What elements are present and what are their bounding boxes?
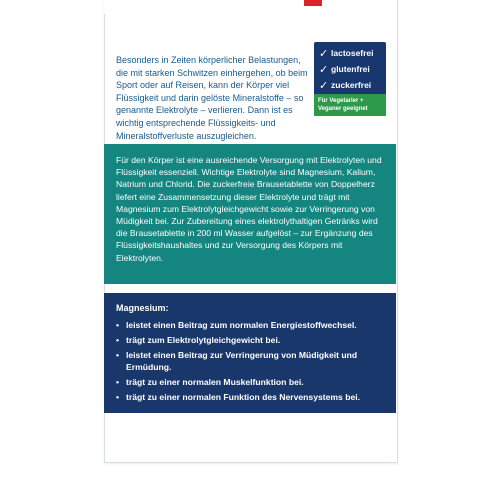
bullet-icon: •: [116, 335, 120, 345]
bullet-icon: •: [116, 377, 120, 387]
badge-gluten: ✓ glutenfrei: [319, 63, 370, 76]
list-item: • trägt zum Elektrolytgleichgewicht bei.: [116, 335, 281, 345]
box-top-flap: [104, 0, 396, 14]
check-icon: ✓: [319, 47, 329, 60]
vegan-badge: Für Vegetarier + Veganer geeignet: [314, 94, 386, 116]
bullet-icon: •: [116, 392, 120, 402]
bullet-icon: •: [116, 320, 120, 330]
magnesium-heading: Magnesium:: [116, 303, 169, 313]
bullet-icon: •: [116, 350, 120, 360]
check-icon: ✓: [319, 79, 329, 92]
list-item: • leistet einen Beitrag zur Verringerung von Müdigkeit und Ermüdung.: [116, 350, 358, 372]
logo-fragment: [304, 0, 322, 6]
teal-info-panel: [104, 144, 396, 284]
list-item: • leistet einen Beitrag zum normalen Energiestoffwechsel.: [116, 320, 357, 330]
teal-info-text: Für den Körper ist eine ausreichende Versorgung mit Elektrolyten und Flüssigkeit essenziell. Wichtige Elektrolyte sind Magnesium, Kalium, Natrium und Chlorid. Die zuckerfreie Brausetablette von Doppelherz liefert eine Zusammensetzung dieser Elektrolyte und trägt mit Magnesium zum Elektrolytgleichgewicht sowie zur Verringerung von Müdigkeit bei. Zur Zubereitung eines elektrolythaltigen Getränks wird die Brausetablette in 200 ml Wasser aufgelöst – zur Ergänzung des Flüssigkeitshaushaltes und zur Versorgung des Körpers mit Elektrolyten.: [116, 155, 382, 263]
magnesium-panel: [104, 293, 396, 413]
intro-text: Besonders in Zeiten körperlicher Belastungen, die mit starken Schwitzen einhergehen, ob beim Sport oder auf Reisen, kann der Körper viel Flüssigkeit und darin gelöste Mineralstoffe – so genannte Elektrolyte – verlieren. Dann ist es wichtig entsprechende Flüssigkeits- und Mineralstoffverluste auszugleichen.: [116, 55, 308, 141]
check-icon: ✓: [319, 63, 329, 76]
magnesium-list: [116, 319, 392, 406]
badge-lactose: ✓ lactosefrei: [319, 47, 374, 60]
list-item: • trägt zu einer normalen Funktion des Nervensystems bei.: [116, 392, 361, 402]
list-item: • trägt zu einer normalen Muskelfunktion bei.: [116, 377, 304, 387]
badge-sugar: ✓ zuckerfrei: [319, 79, 372, 92]
